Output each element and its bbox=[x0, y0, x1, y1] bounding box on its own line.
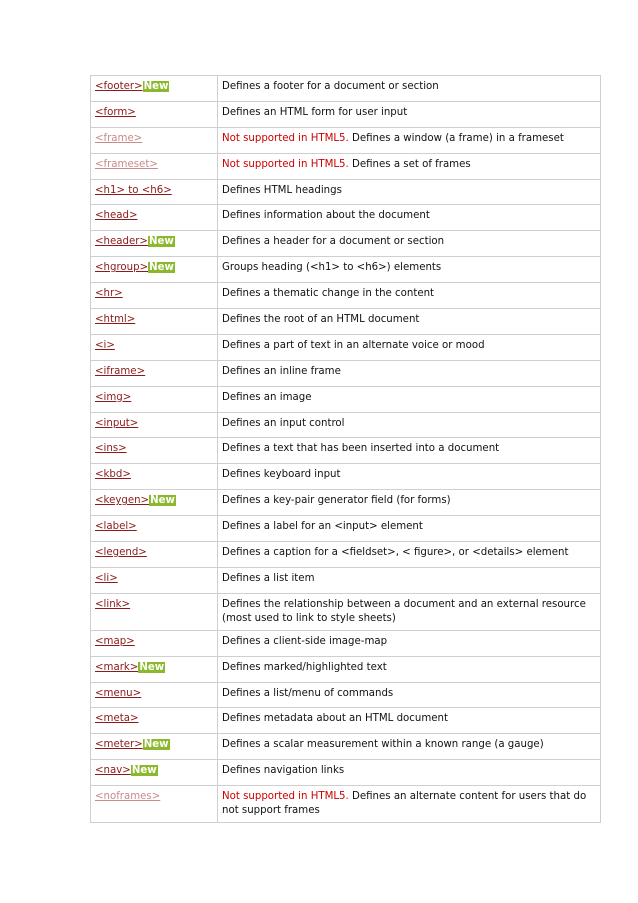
table-row bbox=[91, 682, 601, 708]
tag-description: Defines a window (a frame) in a frameset bbox=[348, 132, 564, 144]
table-row bbox=[91, 708, 601, 734]
tag-description: Defines a header for a document or section bbox=[222, 236, 445, 248]
tag-description: Defines a key-pair generator field (for forms) bbox=[222, 495, 451, 507]
tag-cell bbox=[91, 101, 218, 127]
table-row bbox=[91, 760, 601, 786]
description-cell bbox=[218, 179, 601, 205]
tag-description: Defines a caption for a <fieldset>, < figure>, or <details> element bbox=[222, 547, 569, 559]
table-row bbox=[91, 309, 601, 335]
tag-cell bbox=[91, 542, 218, 568]
tag-description: Defines metadata about an HTML document bbox=[222, 713, 448, 725]
new-badge: New bbox=[148, 236, 174, 248]
not-supported-note: Not supported in HTML5. bbox=[222, 132, 349, 144]
tag-cell bbox=[91, 760, 218, 786]
tag-cell bbox=[91, 386, 218, 412]
description-cell bbox=[218, 205, 601, 231]
tag-link[interactable]: <img> bbox=[95, 391, 132, 403]
table-row bbox=[91, 567, 601, 593]
description-cell bbox=[218, 593, 601, 630]
table-row bbox=[91, 386, 601, 412]
tag-description: Defines an inline frame bbox=[222, 365, 341, 377]
table-row bbox=[91, 438, 601, 464]
tag-link[interactable]: <footer> bbox=[95, 81, 143, 92]
tag-link[interactable]: <meta> bbox=[95, 713, 139, 725]
new-badge: New bbox=[131, 765, 157, 777]
tag-cell bbox=[91, 76, 218, 102]
table-row bbox=[91, 464, 601, 490]
tag-link[interactable]: <keygen> bbox=[95, 495, 150, 507]
tag-link[interactable]: <frameset> bbox=[95, 158, 158, 170]
tag-cell bbox=[91, 283, 218, 309]
table-row bbox=[91, 656, 601, 682]
table-row bbox=[91, 360, 601, 386]
tag-link[interactable]: <ins> bbox=[95, 443, 127, 455]
tag-link[interactable]: <head> bbox=[95, 210, 138, 222]
table-row bbox=[91, 231, 601, 257]
tag-link[interactable]: <frame> bbox=[95, 132, 143, 144]
tag-cell bbox=[91, 438, 218, 464]
tag-link[interactable]: <form> bbox=[95, 106, 136, 118]
table-row bbox=[91, 127, 601, 153]
new-badge: New bbox=[149, 262, 174, 274]
description-cell bbox=[218, 734, 601, 760]
tag-link[interactable]: <nav> bbox=[95, 765, 131, 777]
tag-cell bbox=[91, 309, 218, 335]
tag-cell bbox=[91, 567, 218, 593]
table-row bbox=[91, 593, 601, 630]
description-cell bbox=[218, 153, 601, 179]
description-cell bbox=[218, 386, 601, 412]
description-cell bbox=[218, 786, 601, 823]
description-cell bbox=[218, 542, 601, 568]
table-row bbox=[91, 786, 601, 823]
tag-link[interactable]: <label> bbox=[95, 521, 137, 533]
tag-link[interactable]: <header> bbox=[95, 236, 148, 248]
tag-link[interactable]: <html> bbox=[95, 314, 136, 326]
tag-description: Groups heading (<h1> to <h6>) elements bbox=[222, 262, 442, 274]
table-row bbox=[91, 542, 601, 568]
tag-description: Defines information about the document bbox=[222, 210, 430, 222]
tag-cell bbox=[91, 490, 218, 516]
tag-description: Defines marked/highlighted text bbox=[222, 661, 387, 673]
tag-cell bbox=[91, 786, 218, 823]
tag-cell bbox=[91, 205, 218, 231]
table-row bbox=[91, 179, 601, 205]
tag-link[interactable]: <input> bbox=[95, 417, 139, 429]
tag-description: Defines an HTML form for user input bbox=[222, 106, 408, 118]
tag-description: Defines a thematic change in the content bbox=[222, 288, 435, 300]
tag-cell bbox=[91, 464, 218, 490]
tag-description: Defines keyboard input bbox=[222, 469, 341, 481]
tag-link[interactable]: <noframes> bbox=[95, 791, 161, 803]
tag-description: Defines navigation links bbox=[222, 765, 345, 777]
tag-link[interactable]: <menu> bbox=[95, 687, 142, 699]
tag-link[interactable]: <li> bbox=[95, 572, 118, 584]
tag-link[interactable]: <map> bbox=[95, 635, 135, 647]
tag-cell bbox=[91, 708, 218, 734]
table-row bbox=[91, 630, 601, 656]
description-cell bbox=[218, 516, 601, 542]
tag-link[interactable]: <i> bbox=[95, 339, 115, 351]
description-cell bbox=[218, 490, 601, 516]
tag-cell bbox=[91, 656, 218, 682]
new-badge: New bbox=[143, 81, 169, 92]
not-supported-note: Not supported in HTML5. bbox=[222, 158, 349, 170]
table-row bbox=[91, 153, 601, 179]
description-cell bbox=[218, 283, 601, 309]
new-badge: New bbox=[143, 739, 169, 751]
table-row bbox=[91, 205, 601, 231]
description-cell bbox=[218, 257, 601, 283]
description-cell bbox=[218, 412, 601, 438]
tag-description: Defines the root of an HTML document bbox=[222, 314, 420, 326]
description-cell bbox=[218, 101, 601, 127]
tag-description: Defines an input control bbox=[222, 417, 345, 429]
table-row bbox=[91, 257, 601, 283]
tag-link[interactable]: <mark> bbox=[95, 661, 139, 673]
description-cell bbox=[218, 630, 601, 656]
tag-description: Defines HTML headings bbox=[222, 184, 342, 196]
table-row bbox=[91, 412, 601, 438]
description-cell bbox=[218, 76, 601, 102]
description-cell bbox=[218, 334, 601, 360]
table-row bbox=[91, 734, 601, 760]
tag-description: Defines a list item bbox=[222, 572, 315, 584]
table-row bbox=[91, 76, 601, 102]
tag-link[interactable]: <h1> to <h6> bbox=[95, 184, 172, 196]
description-cell bbox=[218, 127, 601, 153]
tag-link[interactable]: <meter> bbox=[95, 739, 143, 751]
tag-link[interactable]: <legend> bbox=[95, 547, 147, 559]
description-cell bbox=[218, 464, 601, 490]
tag-cell bbox=[91, 179, 218, 205]
tag-description: Defines a scalar measurement within a known range (a gauge) bbox=[222, 739, 544, 751]
description-cell bbox=[218, 656, 601, 682]
tag-cell bbox=[91, 231, 218, 257]
tag-link[interactable]: <iframe> bbox=[95, 365, 146, 377]
table-row bbox=[91, 490, 601, 516]
table-row bbox=[91, 283, 601, 309]
tag-description: Defines the relationship between a document and an external resource (most used to link to style sheets) bbox=[222, 598, 586, 624]
tag-description: Defines a client-side image-map bbox=[222, 635, 388, 647]
description-cell bbox=[218, 567, 601, 593]
tag-cell bbox=[91, 630, 218, 656]
tag-cell bbox=[91, 516, 218, 542]
tag-description: Defines a list/menu of commands bbox=[222, 687, 394, 699]
tag-cell bbox=[91, 334, 218, 360]
tag-reference-table bbox=[90, 75, 601, 823]
tag-description: Defines a set of frames bbox=[348, 158, 471, 170]
description-cell bbox=[218, 682, 601, 708]
description-cell bbox=[218, 309, 601, 335]
description-cell bbox=[218, 438, 601, 464]
tag-link[interactable]: <kbd> bbox=[95, 469, 131, 481]
tag-description: Defines a footer for a document or section bbox=[222, 81, 439, 92]
tag-cell bbox=[91, 682, 218, 708]
description-cell bbox=[218, 760, 601, 786]
tag-description: Defines an image bbox=[222, 391, 312, 403]
table-row bbox=[91, 334, 601, 360]
tag-cell bbox=[91, 257, 218, 283]
tag-link[interactable]: <link> bbox=[95, 598, 131, 610]
tag-description: Defines a label for an <input> element bbox=[222, 521, 423, 533]
tag-description: Defines a part of text in an alternate voice or mood bbox=[222, 339, 485, 351]
not-supported-note: Not supported in HTML5. bbox=[222, 791, 349, 803]
table-row bbox=[91, 101, 601, 127]
tag-cell bbox=[91, 153, 218, 179]
table-row bbox=[91, 516, 601, 542]
tag-table-body bbox=[91, 76, 601, 823]
tag-link[interactable]: <hgroup> bbox=[95, 262, 149, 274]
tag-description: Defines a text that has been inserted into a document bbox=[222, 443, 500, 455]
tag-cell bbox=[91, 360, 218, 386]
tag-cell bbox=[91, 593, 218, 630]
description-cell bbox=[218, 360, 601, 386]
description-cell bbox=[218, 708, 601, 734]
new-badge: New bbox=[139, 661, 165, 673]
tag-link[interactable]: <hr> bbox=[95, 288, 123, 300]
tag-cell bbox=[91, 412, 218, 438]
tag-cell bbox=[91, 127, 218, 153]
description-cell bbox=[218, 231, 601, 257]
tag-description: Defines an alternate content for users that do not support frames bbox=[222, 791, 587, 817]
tag-cell bbox=[91, 734, 218, 760]
new-badge: New bbox=[150, 495, 175, 507]
